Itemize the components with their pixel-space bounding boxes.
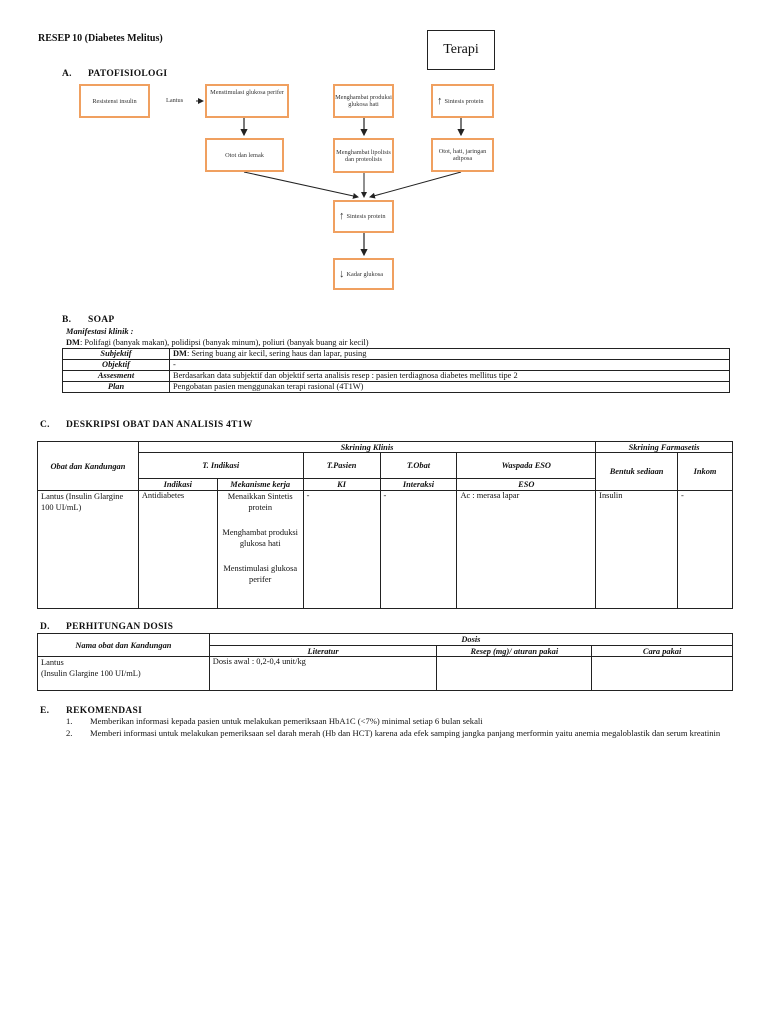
soap-key: Objektif <box>63 360 170 371</box>
list-item-text: Memberikan informasi kepada pasien untuk melakukan pemeriksaan HbA1C (<7%) minimal setiap 6 bulan sekali <box>90 716 483 726</box>
list-item <box>66 728 730 739</box>
header-skrining-klinis: Skrining Klinis <box>138 442 595 453</box>
soap-value: - <box>170 360 730 371</box>
arrow-converge-3 <box>370 172 461 197</box>
cell-inkom: - <box>678 491 733 609</box>
dose-table <box>37 633 733 691</box>
list-item-number: 1. <box>66 716 73 726</box>
box-otot-hati-text: Otot, hati, jaringan adiposa <box>438 148 487 162</box>
section-c-heading <box>40 420 253 430</box>
arrow-down-icon: ↓ <box>339 267 345 280</box>
section-d-number: D. <box>40 622 50 632</box>
box-kadar-glukosa <box>333 258 394 290</box>
arrow-up-icon: ↑ <box>339 210 345 222</box>
box-menghambat-lipolisis-text: Menghambat lipolisis dan proteolisis <box>336 148 391 163</box>
soap-row <box>63 360 730 371</box>
header-nama-obat: Nama obat dan Kandungan <box>38 634 210 657</box>
cell-nama-obat <box>38 657 210 691</box>
header-inkom: Inkom <box>678 453 733 491</box>
soap-row <box>63 382 730 393</box>
cell-resep <box>437 657 592 691</box>
box-kadar-glukosa-text: Kadar glukosa <box>346 270 384 278</box>
soap-key: Subjektif <box>63 349 170 360</box>
section-c-label: DESKRIPSI OBAT DAN ANALISIS 4T1W <box>66 420 253 430</box>
header-t-pasien: T.Pasien <box>303 453 380 479</box>
soap-value: Berdasarkan data subjektif dan objektif serta analisis resep : pasien terdiagnosa diabetes mellitus tipe 2 <box>170 371 730 382</box>
header-indikasi: Indikasi <box>138 479 217 491</box>
cell-ki: - <box>303 491 380 609</box>
soap-key: Assesment <box>63 371 170 382</box>
soap-key: Plan <box>63 382 170 393</box>
box-otot-lemak-text: Otot dan lemak <box>225 151 264 159</box>
header-waspada: Waspada ESO <box>457 453 596 479</box>
list-item-number: 2. <box>66 728 73 738</box>
section-e-number: E. <box>40 706 50 716</box>
section-b-number: B. <box>62 315 72 325</box>
cell-indikasi: Antidiabetes <box>138 491 217 609</box>
section-b-heading <box>62 315 115 325</box>
header-skrining-farmasetis: Skrining Farmasetis <box>596 442 733 453</box>
label-lantus: Lantus <box>166 97 184 104</box>
section-a-label: PATOFISIOLOGI <box>88 69 168 79</box>
header-t-indikasi: T. Indikasi <box>138 453 303 479</box>
soap-value <box>170 349 730 360</box>
header-t-obat: T.Obat <box>380 453 457 479</box>
section-b-label: SOAP <box>88 315 115 325</box>
manifestasi-dm-text: : Polifagi (banyak makan), polidipsi (banyak minum), poliuri (banyak buang air kecil) <box>79 338 369 347</box>
section-e-heading <box>40 706 142 716</box>
mekanisme-3: Menstimulasi glukosa perifer <box>223 564 298 584</box>
arrow-converge-1 <box>244 172 358 197</box>
section-d-heading <box>40 622 173 632</box>
box-menghambat-produksi <box>333 84 394 118</box>
box-otot-hati <box>431 138 494 172</box>
soap-value: Pengobatan pasien menggunakan terapi rasional (4T1W) <box>170 382 730 393</box>
cell-nama-obat-line2: (Insulin Glargine 100 UI/mL) <box>41 669 141 678</box>
box-menghambat-lipolisis <box>333 138 394 173</box>
terapi-label: Terapi <box>443 42 479 57</box>
box-menstimulasi-text: Menstimulasi glukosa perifer <box>210 89 284 96</box>
header-obat: Obat dan Kandungan <box>38 442 139 491</box>
mekanisme-2: Menghambat produksi glukosa hati <box>222 528 298 548</box>
cell-nama-obat-line1: Lantus <box>41 658 64 667</box>
cell-eso: Ac : merasa lapar <box>457 491 596 609</box>
section-e-label: REKOMENDASI <box>66 706 143 716</box>
box-resistensi-text: Resistensi insulin <box>92 97 137 105</box>
soap-value-prefix: DM <box>173 349 187 358</box>
box-sintesis-protein-top <box>431 84 494 118</box>
manifestasi-dm <box>66 338 369 347</box>
section-c-number: C. <box>40 420 50 430</box>
section-a-number: A. <box>62 69 72 79</box>
soap-value-text: : Sering buang air kecil, sering haus dan lapar, pusing <box>186 349 367 358</box>
manifestasi-dm-prefix: DM <box>66 338 80 347</box>
header-eso: ESO <box>457 479 596 491</box>
arrow-up-icon: ↑ <box>437 94 443 107</box>
header-interaksi: Interaksi <box>380 479 457 491</box>
header-cara-pakai: Cara pakai <box>592 646 733 657</box>
list-item-text: Memberi informasi untuk melakukan pemeriksaan sel darah merah (Hb dan HCT) karena ada efek samping jangka panjang merformin yaitu anemia megaloblastik dan serum kreatinin <box>90 728 721 738</box>
header-ki: KI <box>303 479 380 491</box>
cell-cara-pakai <box>592 657 733 691</box>
cell-obat: Lantus (Insulin Glargine 100 UI/mL) <box>38 491 139 609</box>
cell-mekanisme <box>217 491 303 609</box>
soap-table <box>62 348 730 393</box>
box-menghambat-produksi-text: Menghambat produksi glukosa hati <box>335 94 392 108</box>
table-row <box>38 657 733 691</box>
box-sintesis-protein-mid <box>333 200 394 233</box>
section-d-label: PERHITUNGAN DOSIS <box>66 622 174 632</box>
list-item <box>66 716 730 727</box>
box-resistensi-insulin <box>79 84 150 118</box>
manifestasi-label: Manifestasi klinik : <box>66 327 134 336</box>
box-sintesis-top-text: Sintesis protein <box>444 97 484 105</box>
box-sintesis-mid-text: Sintesis protein <box>346 213 386 220</box>
box-otot-lemak <box>205 138 284 172</box>
cell-literatur: Dosis awal : 0,2-0,4 unit/kg <box>209 657 437 691</box>
header-resep: Resep (mg)/ aturan pakai <box>437 646 592 657</box>
cell-interaksi: - <box>380 491 457 609</box>
cell-bentuk: Insulin <box>596 491 678 609</box>
header-literatur: Literatur <box>209 646 437 657</box>
header-dosis: Dosis <box>209 634 732 646</box>
soap-row <box>63 349 730 360</box>
header-mekanisme: Mekanisme kerja <box>217 479 303 491</box>
soap-row <box>63 371 730 382</box>
rekomendasi-list <box>66 716 730 739</box>
table-row <box>38 491 733 609</box>
document-title: RESEP 10 (Diabetes Melitus) <box>38 33 163 44</box>
box-menstimulasi <box>205 84 289 118</box>
mekanisme-1: Menaikkan Sintetis protein <box>227 492 293 512</box>
header-bentuk: Bentuk sediaan <box>596 453 678 491</box>
drug-analysis-table <box>37 441 733 609</box>
